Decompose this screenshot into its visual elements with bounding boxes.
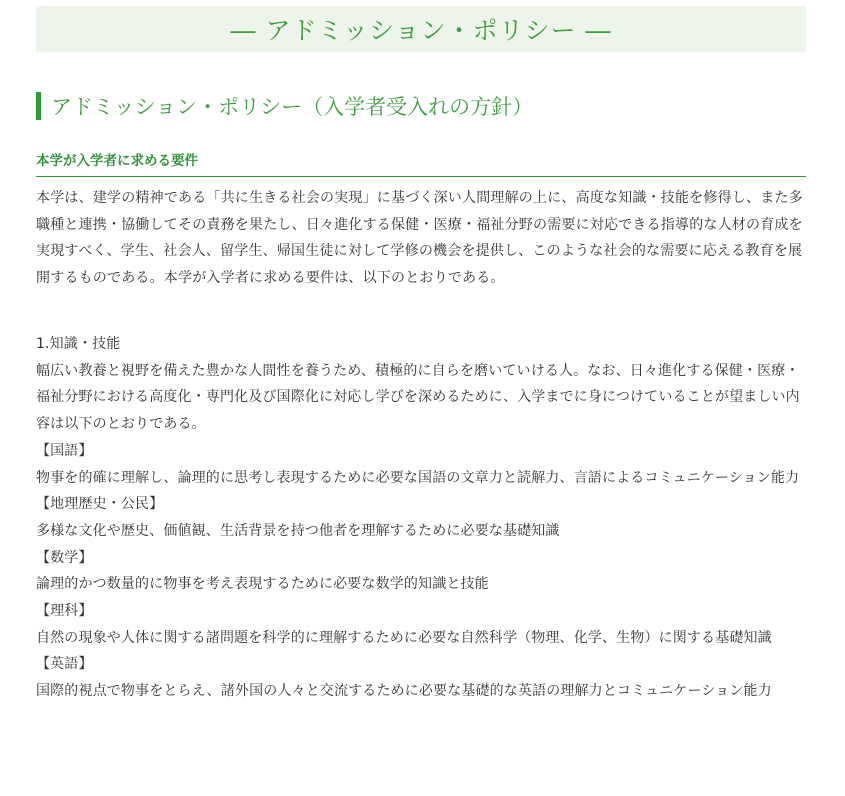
intro-paragraph-container (36, 185, 806, 291)
requirement-text: 幅広い教養と視野を備えた豊かな人間性を養うため、積極的に自らを磨いていける人。なお、日々進化する保健・医療・福祉分野における高度化・専門化及び国際化に対応し学びを深めるために、入学までに身につけていることが望ましい内容は以下のとおりである。 (36, 362, 800, 433)
subject-label-science: 【理科】 (36, 603, 93, 620)
section-heading (36, 92, 533, 120)
requirement-title: 1.知識・技能 (36, 336, 121, 352)
page-title: ― アドミッション・ポリシー ― (230, 16, 612, 45)
subject-text-english: 国際的視点で物事をとらえ、諸外国の人々と交流するために必要な基礎的な英語の理解力とコミュニケーション能力 (36, 683, 772, 700)
subject-text-science: 自然の現象や人体に関する諸問題を科学的に理解するために必要な自然科学（物理、化学、生物）に関する基礎知識 (36, 629, 772, 646)
subject-label-english: 【英語】 (36, 656, 93, 673)
subject-text-math: 論理的かつ数量的に物事を考え表現するために必要な数学的知識と技能 (36, 576, 489, 593)
page-title-bar (36, 6, 806, 52)
subject-label-math: 【数学】 (36, 549, 93, 566)
subject-label-japanese: 【国語】 (36, 442, 93, 459)
intro-paragraph: 本学は、建学の精神である「共に生きる社会の実現」に基づく深い人間理解の上に、高度な知識・技能を修得し、また多職種と連携・協働してその責務を果たし、日々進化する保健・医療・福祉分野の需要に対応できる指導的な人材の育成を実現すべく、学生、社会人、留学生、帰国生徒に対して学修の機会を提供し、このような社会的な需要に応える教育を展開するものである。本学が入学者に求める要件は、以下のとおりである。 (36, 190, 803, 286)
subheading (36, 150, 806, 177)
subject-text-japanese: 物事を的確に理解し、論理的に思考し表現するために必要な国語の文章力と読解力、言語によるコミュニケーション能力 (36, 469, 800, 486)
section-heading-text: アドミッション・ポリシー（入学者受入れの方針） (51, 95, 534, 119)
subject-text-geography-history: 多様な文化や歴史、価値観、生活背景を持つ他者を理解するために必要な基礎知識 (36, 522, 560, 539)
subject-label-geography-history: 【地理歴史・公民】 (36, 496, 164, 513)
requirements-list (36, 331, 806, 705)
subheading-text: 本学が入学者に求める要件 (36, 153, 198, 169)
